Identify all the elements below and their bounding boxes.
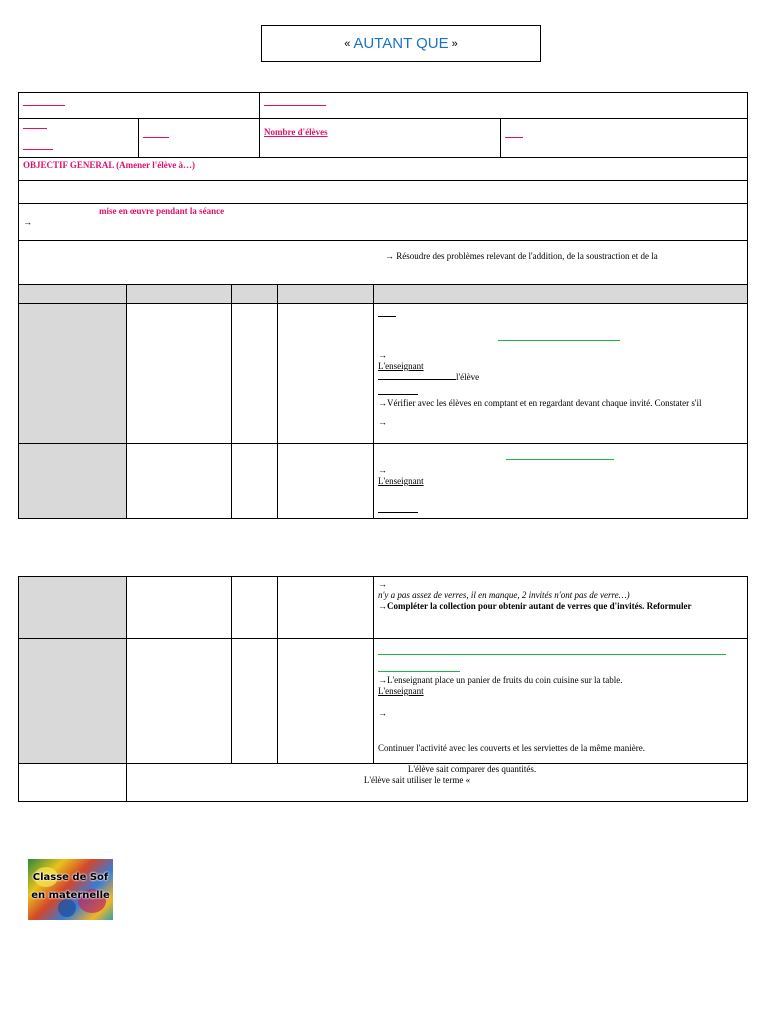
arrow: → — [378, 708, 387, 718]
arrow: → — [378, 465, 387, 475]
nombre-eleves-value — [501, 119, 748, 158]
phase-cell-2 — [19, 444, 127, 519]
column-header-2 — [127, 285, 232, 304]
table-cell — [232, 444, 278, 519]
enseignant-label: L'enseignant — [378, 361, 424, 371]
deroulement-cell-1 — [374, 304, 748, 444]
title-open-quote: « — [344, 37, 351, 50]
header-cell-1 — [19, 93, 260, 119]
evaluation-line-1: L'élève sait comparer des quantités. — [407, 764, 537, 774]
mise-en-oeuvre-arrow: → — [23, 217, 32, 227]
document-title — [261, 25, 541, 62]
title-text: AUTANT QUE — [353, 35, 449, 52]
enseignant-label: L'enseignant — [378, 476, 424, 486]
table-cell — [278, 444, 374, 519]
column-header-4 — [278, 285, 374, 304]
table-cell — [127, 444, 232, 519]
deroulement-cell-4 — [374, 639, 748, 764]
table-cell — [232, 304, 278, 444]
table-cell — [232, 639, 278, 764]
table-cell — [232, 577, 278, 639]
enseignant-label: L'enseignant — [378, 686, 424, 696]
arrow: → — [378, 417, 387, 427]
evaluation-cell — [127, 764, 748, 802]
table-cell — [278, 304, 374, 444]
logo-line-1: Classe de Sof — [32, 872, 109, 883]
deroulement-cell-3 — [374, 577, 748, 639]
table-cell — [127, 639, 232, 764]
mise-en-oeuvre-label: mise en œuvre pendant la séance — [99, 206, 225, 216]
seance-table — [18, 284, 748, 519]
table-cell — [278, 577, 374, 639]
header-cell-3 — [19, 119, 139, 158]
nombre-eleves-label: Nombre d'élèves — [264, 127, 328, 137]
logo-line-2: en maternelle — [31, 890, 110, 901]
evaluation-label-cell — [19, 764, 127, 802]
objectif-general-content — [19, 181, 748, 204]
header-cell-4 — [139, 119, 260, 158]
column-header-3 — [232, 285, 278, 304]
table-cell — [278, 639, 374, 764]
header-cell-2 — [260, 93, 748, 119]
objectif-general: OBJECTIF GENERAL (Amener l'élève à…) — [19, 158, 748, 181]
competences-cell — [19, 241, 748, 287]
table-cell — [127, 304, 232, 444]
column-header-1 — [19, 285, 127, 304]
title-close-quote: » — [451, 37, 458, 50]
resoudre-problemes: → Résoudre des problèmes relevant de l'addition, de la soustraction et de la — [385, 251, 658, 261]
continuer-text: Continuer l'activité avec les couverts et les serviettes de la même manière. — [378, 743, 646, 753]
arrow: → — [378, 350, 387, 360]
phase-cell-1 — [19, 304, 127, 444]
evaluation-line-2: L'élève sait utiliser le terme « — [363, 775, 471, 785]
phase-cell-4 — [19, 639, 127, 764]
arrow: → — [378, 579, 387, 589]
constat-text: n'y a pas assez de verres, il en manque, 2 invités n'ont pas de verre…) — [378, 590, 630, 600]
completer-text: →Compléter la collection pour obtenir autant de verres que d'invités. Reformuler — [378, 601, 692, 611]
classe-de-sof-logo — [28, 859, 113, 920]
deroulement-cell-2 — [374, 444, 748, 519]
table-cell — [127, 577, 232, 639]
mise-en-oeuvre-cell — [19, 204, 748, 241]
verifier-text: →Vérifier avec les élèves en comptant et en regardant devant chaque invité. Constater s'il — [378, 398, 702, 408]
header-table — [18, 92, 748, 287]
seance-table-2 — [18, 576, 748, 802]
panier-text: →L'enseignant place un panier de fruits du coin cuisine sur la table. — [378, 675, 623, 685]
column-header-5 — [374, 285, 748, 304]
eleve-label: l'élève — [456, 372, 480, 382]
phase-cell-3 — [19, 577, 127, 639]
nombre-eleves-cell — [260, 119, 501, 158]
